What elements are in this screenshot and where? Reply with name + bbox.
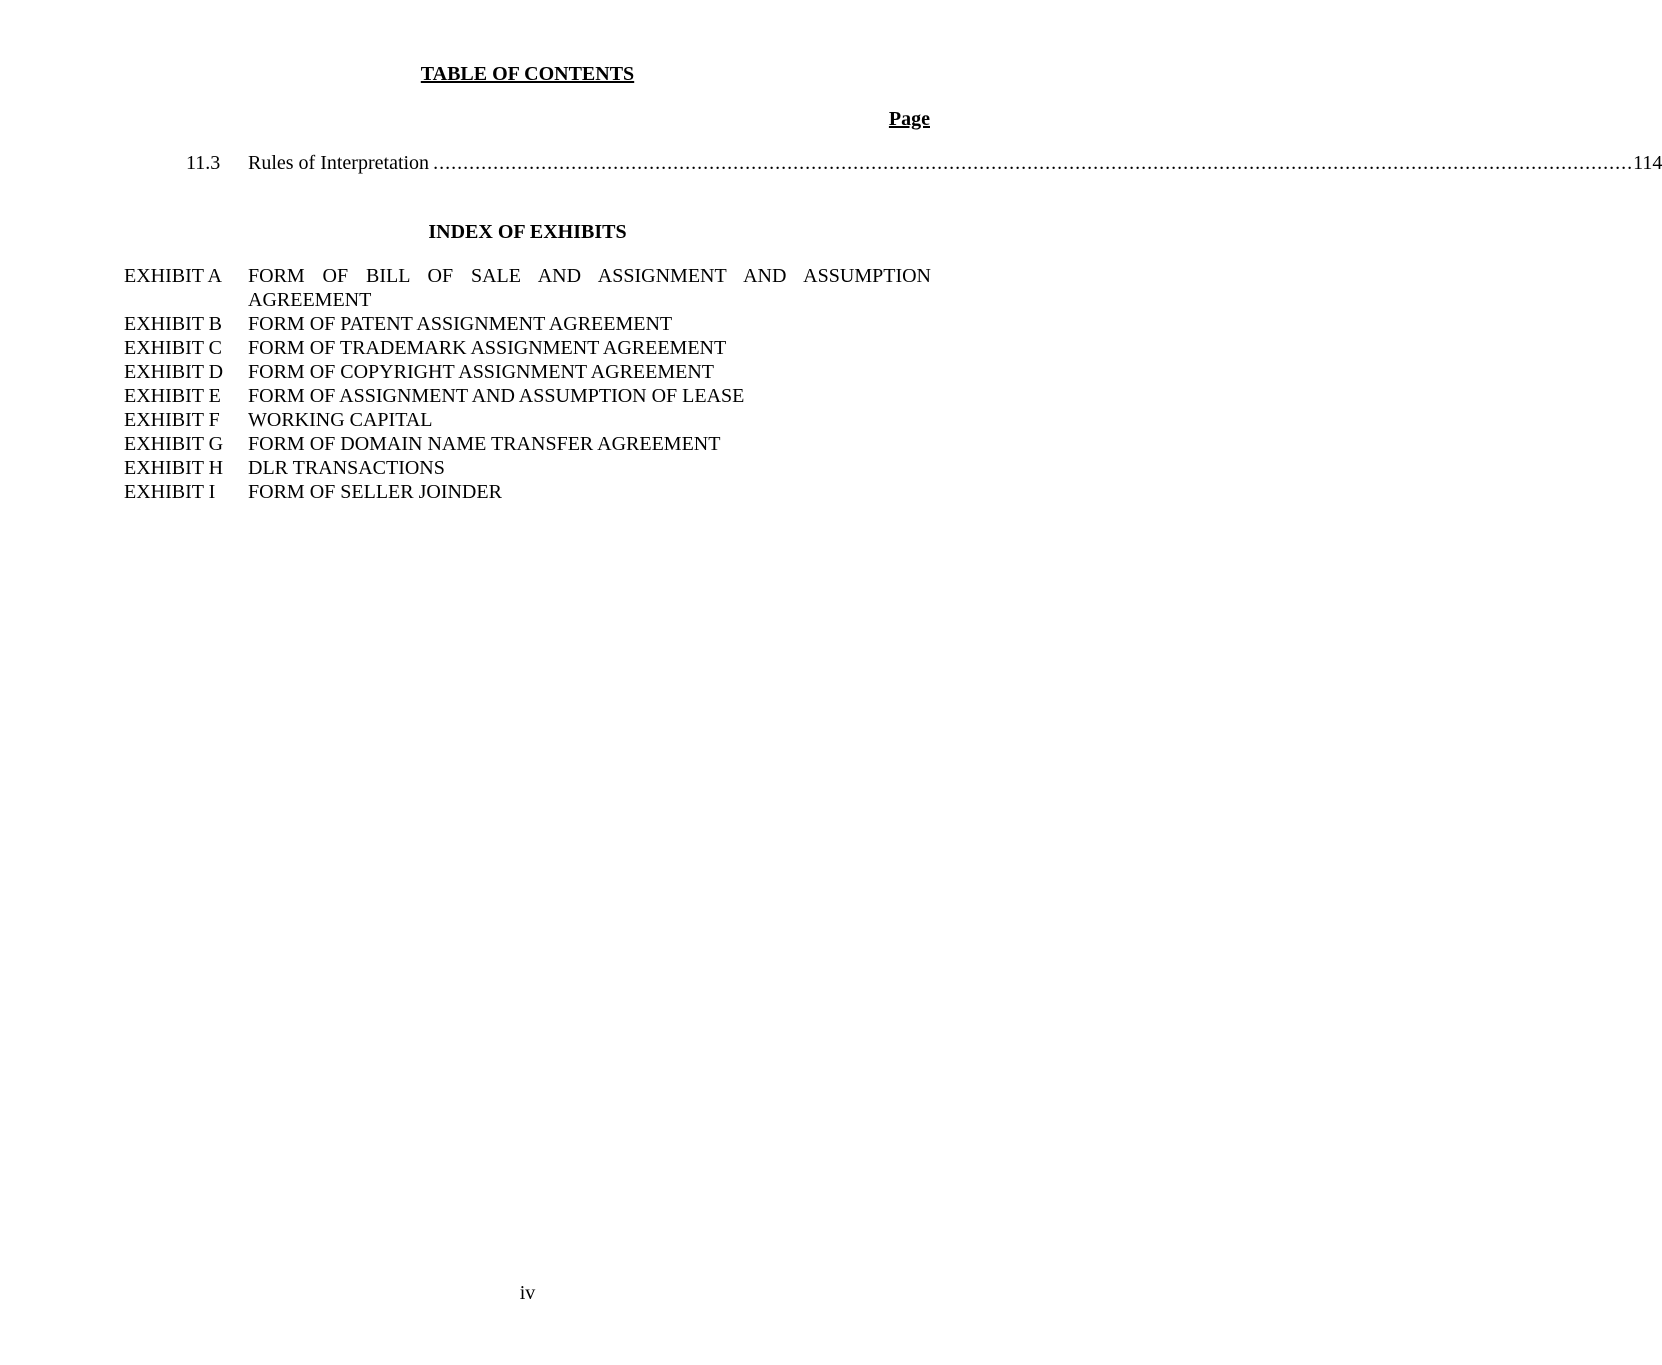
exhibit-description: FORM OF DOMAIN NAME TRANSFER AGREEMENT: [248, 433, 721, 455]
exhibit-label: EXHIBIT D: [124, 361, 224, 383]
exhibit-row: [124, 456, 931, 480]
exhibit-label: EXHIBIT B: [124, 313, 222, 335]
toc-entry[interactable]: [186, 151, 1662, 175]
exhibit-label: EXHIBIT I: [124, 481, 216, 503]
exhibit-row: [124, 408, 931, 432]
exhibits-title: INDEX OF EXHIBITS: [428, 221, 627, 243]
exhibit-row: [124, 336, 931, 360]
exhibit-list: [124, 264, 931, 504]
exhibit-label: EXHIBIT G: [124, 433, 224, 455]
page-number: iv: [519, 1282, 536, 1304]
toc-entry-text: Rules of Interpretation: [248, 152, 430, 174]
exhibit-description: FORM OF BILL OF SALE AND ASSIGNMENT AND ASSUMPTION AGREEMENT: [248, 265, 931, 311]
exhibit-row: [124, 384, 931, 408]
exhibit-row: [124, 480, 931, 504]
exhibit-row: [124, 264, 931, 312]
exhibit-row: [124, 312, 931, 336]
exhibit-description: FORM OF SELLER JOINDER: [248, 481, 502, 503]
toc-entry-number: 11.3: [186, 152, 221, 174]
exhibit-description: FORM OF ASSIGNMENT AND ASSUMPTION OF LEASE: [248, 385, 745, 407]
exhibit-label: EXHIBIT C: [124, 337, 222, 359]
exhibit-row: [124, 432, 931, 456]
exhibit-label: EXHIBIT E: [124, 385, 221, 407]
exhibit-row: [124, 360, 931, 384]
exhibit-description: FORM OF COPYRIGHT ASSIGNMENT AGREEMENT: [248, 361, 714, 383]
exhibit-description: FORM OF TRADEMARK ASSIGNMENT AGREEMENT: [248, 337, 727, 359]
exhibit-description: DLR TRANSACTIONS: [248, 457, 445, 479]
exhibit-label: EXHIBIT F: [124, 409, 220, 431]
toc-title: TABLE OF CONTENTS: [420, 63, 635, 85]
exhibit-description: FORM OF PATENT ASSIGNMENT AGREEMENT: [248, 313, 673, 335]
toc-entry-page: 114: [1633, 152, 1662, 174]
exhibit-label: EXHIBIT H: [124, 457, 224, 479]
toc-dot-leader: ........................................................................................................................................................................................................: [433, 152, 1634, 174]
exhibit-label: EXHIBIT A: [124, 265, 222, 287]
page-column-heading: Page: [888, 108, 930, 130]
exhibit-description: WORKING CAPITAL: [248, 409, 433, 431]
